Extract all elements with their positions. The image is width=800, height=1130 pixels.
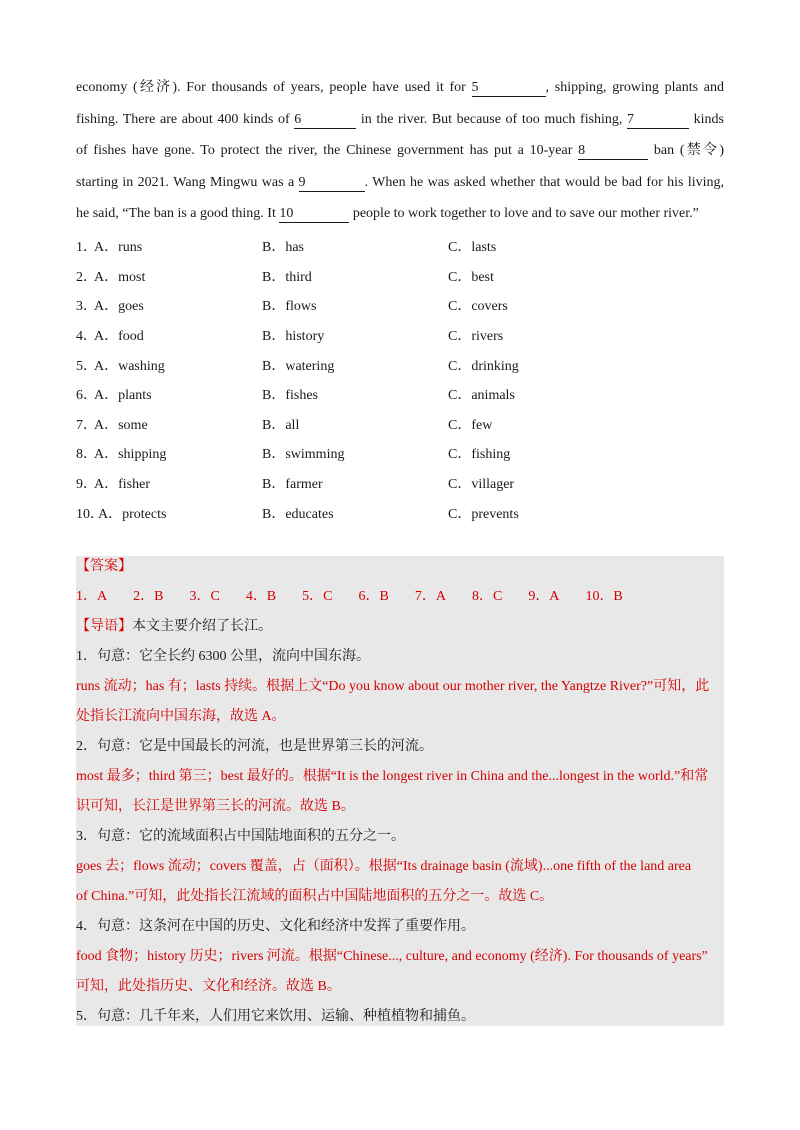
option-b: B．farmer — [262, 477, 323, 493]
option-b: B．third — [262, 269, 312, 285]
passage-text: he said, “The ban is a good thing. It — [76, 206, 280, 221]
passage-text: . When he was asked whether that would be bad for his living, — [364, 174, 724, 190]
option-row — [76, 232, 724, 262]
option-c: C．lasts — [448, 240, 497, 256]
passage-text: ban (禁令) — [648, 143, 724, 158]
option-row — [76, 468, 724, 498]
option-row — [76, 261, 724, 291]
passage — [76, 72, 724, 230]
option-a: A．plants — [94, 388, 152, 404]
question-number: 1． — [76, 240, 97, 256]
explanation-line: runs 流动；has 有；lasts 持续。根据上文“Do you know about our mother river, the Yangtze River?”可知，此 — [76, 679, 710, 694]
passage-text: fishing. There are about 400 kinds of — [76, 111, 295, 127]
option-a: A．food — [94, 329, 144, 345]
option-c: C．rivers — [448, 329, 504, 345]
explanation-line: most 最多；third 第三；best 最好的。根据“It is the longest river in China and the...longest in the world.”和常 — [76, 769, 709, 784]
answer-keys — [76, 586, 649, 608]
blank-9: 9 — [299, 175, 365, 192]
explanation-line: goes 去；flows 流动；covers 覆盖，占（面积）。根据“Its drainage basin (流域)...one fifth of the land area — [76, 859, 692, 874]
question-page — [76, 72, 724, 527]
answer-key: 4．B — [245, 589, 277, 604]
blank-8: 8 — [578, 143, 648, 160]
explanation-line: 识可知，长江是世界第三长的河流。故选 B。 — [76, 799, 355, 814]
answer-key: 10．B — [585, 589, 623, 604]
passage-line — [76, 198, 724, 230]
intro-tag: 【导语】 — [76, 619, 132, 634]
option-a: A．protects — [98, 506, 167, 522]
option-b: B．educates — [262, 506, 334, 522]
sentence-meaning-line: 2．句意：它是中国最长的河流，也是世界第三长的河流。 — [76, 739, 433, 754]
option-b: B．has — [262, 240, 304, 256]
explanation-line: food 食物；history 历史；rivers 河流。根据“Chinese..., culture, and economy (经济). For thousands of years” — [76, 949, 708, 964]
option-row — [76, 350, 724, 380]
option-c: C．drinking — [448, 358, 519, 374]
sentence-meaning-line: 5．句意：几千年来，人们用它来饮用、运输、种植植物和捕鱼。 — [76, 1009, 475, 1024]
passage-line — [76, 72, 724, 104]
option-c: C．few — [448, 417, 493, 433]
option-a: A．some — [94, 417, 148, 433]
blank-5: 5 — [472, 80, 546, 97]
option-b: B．fishes — [262, 388, 318, 404]
answer-key: 1．A — [76, 589, 108, 604]
passage-text: in the river. But because of too much fishing, — [356, 111, 628, 127]
option-a: A．shipping — [94, 447, 167, 463]
explanation-line: of China.”可知，此处指长江流域的面积占中国陆地面积的五分之一。故选 C。 — [76, 889, 554, 904]
passage-text: starting in 2021. Wang Mingwu was a — [76, 174, 299, 190]
answer-key: 9．A — [528, 589, 560, 604]
passage-text: of fishes have gone. To protect the river, the Chinese government has put a 10-year — [76, 143, 579, 158]
answer-heading: 【答案】 — [76, 559, 132, 574]
blank-10: 10 — [279, 206, 349, 223]
answer-key: 6．B — [358, 589, 389, 604]
answer-key: 2．B — [133, 589, 164, 604]
option-a: A．goes — [94, 299, 144, 315]
passage-text: , shipping, growing plants and — [545, 80, 724, 95]
question-number: 5． — [76, 358, 97, 374]
passage-text: people to work together to love and to save our mother river.” — [349, 206, 699, 221]
passage-line — [76, 135, 724, 167]
option-a: A．most — [94, 269, 146, 285]
option-b: B．all — [262, 417, 300, 433]
option-a: A．washing — [94, 358, 165, 374]
answer-key: 5．C — [302, 589, 333, 604]
question-number: 7． — [76, 417, 97, 433]
options-list — [76, 232, 724, 528]
explanation-line: 处指长江流向中国东海，故选 A。 — [76, 709, 286, 724]
question-number: 10． — [76, 506, 104, 522]
option-c: C．animals — [448, 388, 515, 404]
option-c: C．villager — [448, 477, 515, 493]
option-b: B．history — [262, 329, 325, 345]
answer-key: 7．A — [414, 589, 446, 604]
question-number: 8． — [76, 447, 97, 463]
sentence-meaning-line: 4．句意：这条河在中国的历史、文化和经济中发挥了重要作用。 — [76, 919, 475, 934]
question-number: 2． — [76, 269, 97, 285]
option-row — [76, 320, 724, 350]
passage-text: economy (经济). For thousands of years, people have used it for — [76, 80, 472, 95]
question-number: 4． — [76, 329, 97, 345]
option-b: B．flows — [262, 299, 317, 315]
option-row — [76, 291, 724, 321]
intro-text: 本文主要介绍了长江。 — [132, 619, 272, 634]
option-row — [76, 498, 724, 528]
answer-section — [76, 556, 724, 1026]
question-number: 6． — [76, 388, 97, 404]
option-a: A．runs — [94, 240, 143, 256]
option-c: C．fishing — [448, 447, 511, 463]
option-row — [76, 379, 724, 409]
option-c: C．best — [448, 269, 494, 285]
passage-line — [76, 167, 724, 199]
option-row — [76, 439, 724, 469]
passage-text: kinds — [689, 111, 724, 127]
answer-key: 3．C — [189, 589, 220, 604]
option-c: C．prevents — [448, 506, 519, 522]
blank-6: 6 — [294, 112, 356, 129]
option-c: C．covers — [448, 299, 508, 315]
option-b: B．watering — [262, 358, 335, 374]
answer-intro — [76, 616, 272, 638]
sentence-meaning-line: 3．句意：它的流域面积占中国陆地面积的五分之一。 — [76, 829, 405, 844]
blank-7: 7 — [627, 112, 689, 129]
passage-line — [76, 104, 724, 136]
question-number: 9． — [76, 477, 97, 493]
sentence-meaning-line: 1．句意：它全长约 6300 公里，流向中国东海。 — [76, 649, 370, 664]
question-number: 3． — [76, 299, 97, 315]
answer-key: 8．C — [471, 589, 503, 604]
explanation-line: 可知，此处指历史、文化和经济。故选 B。 — [76, 979, 341, 994]
option-a: A．fisher — [94, 477, 150, 493]
option-b: B．swimming — [262, 447, 345, 463]
option-row — [76, 409, 724, 439]
